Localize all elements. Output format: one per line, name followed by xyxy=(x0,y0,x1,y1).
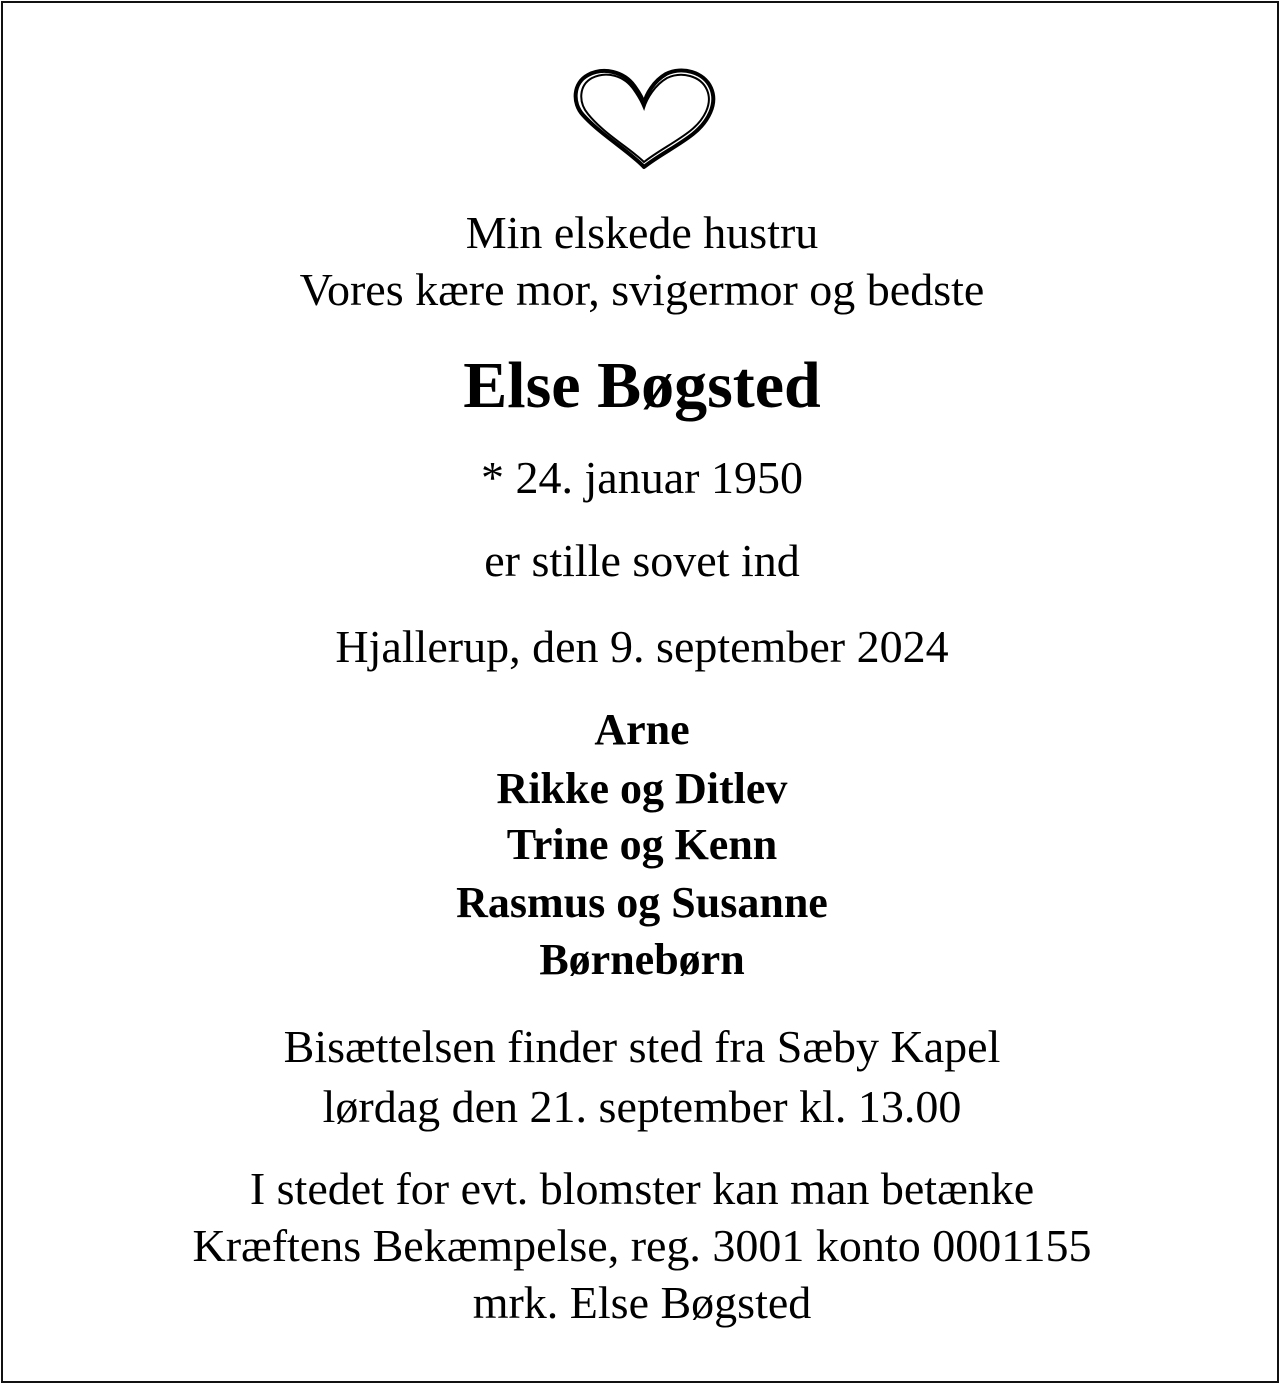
donation-line-3: mrk. Else Bøgsted xyxy=(472,1277,812,1328)
obituary-content xyxy=(3,3,1280,1385)
funeral-line-2: lørdag den 21. september kl. 13.00 xyxy=(322,1081,962,1132)
family-member: Arne xyxy=(594,705,690,754)
donation-line-2: Kræftens Bekæmpelse, reg. 3001 konto 0001155 xyxy=(192,1220,1092,1271)
intro-line-1: Min elskede hustru xyxy=(465,207,819,258)
birth-date: * 24. januar 1950 xyxy=(481,452,803,503)
family-member: Rikke og Ditlev xyxy=(496,764,788,813)
intro-line-2: Vores kære mor, svigermor og bedste xyxy=(299,264,985,315)
obituary-frame xyxy=(1,1,1279,1383)
family-member: Rasmus og Susanne xyxy=(456,878,828,927)
donation-line-1: I stedet for evt. blomster kan man betænke xyxy=(249,1163,1035,1214)
funeral-line-1: Bisættelsen finder sted fra Sæby Kapel xyxy=(283,1021,1001,1072)
family-member: Trine og Kenn xyxy=(506,820,778,869)
family-member: Børnebørn xyxy=(539,935,745,984)
deceased-name: Else Bøgsted xyxy=(463,349,821,422)
passing-text: er stille sovet ind xyxy=(484,535,800,586)
place-and-date: Hjallerup, den 9. september 2024 xyxy=(335,621,949,672)
heart-icon xyxy=(571,67,717,171)
